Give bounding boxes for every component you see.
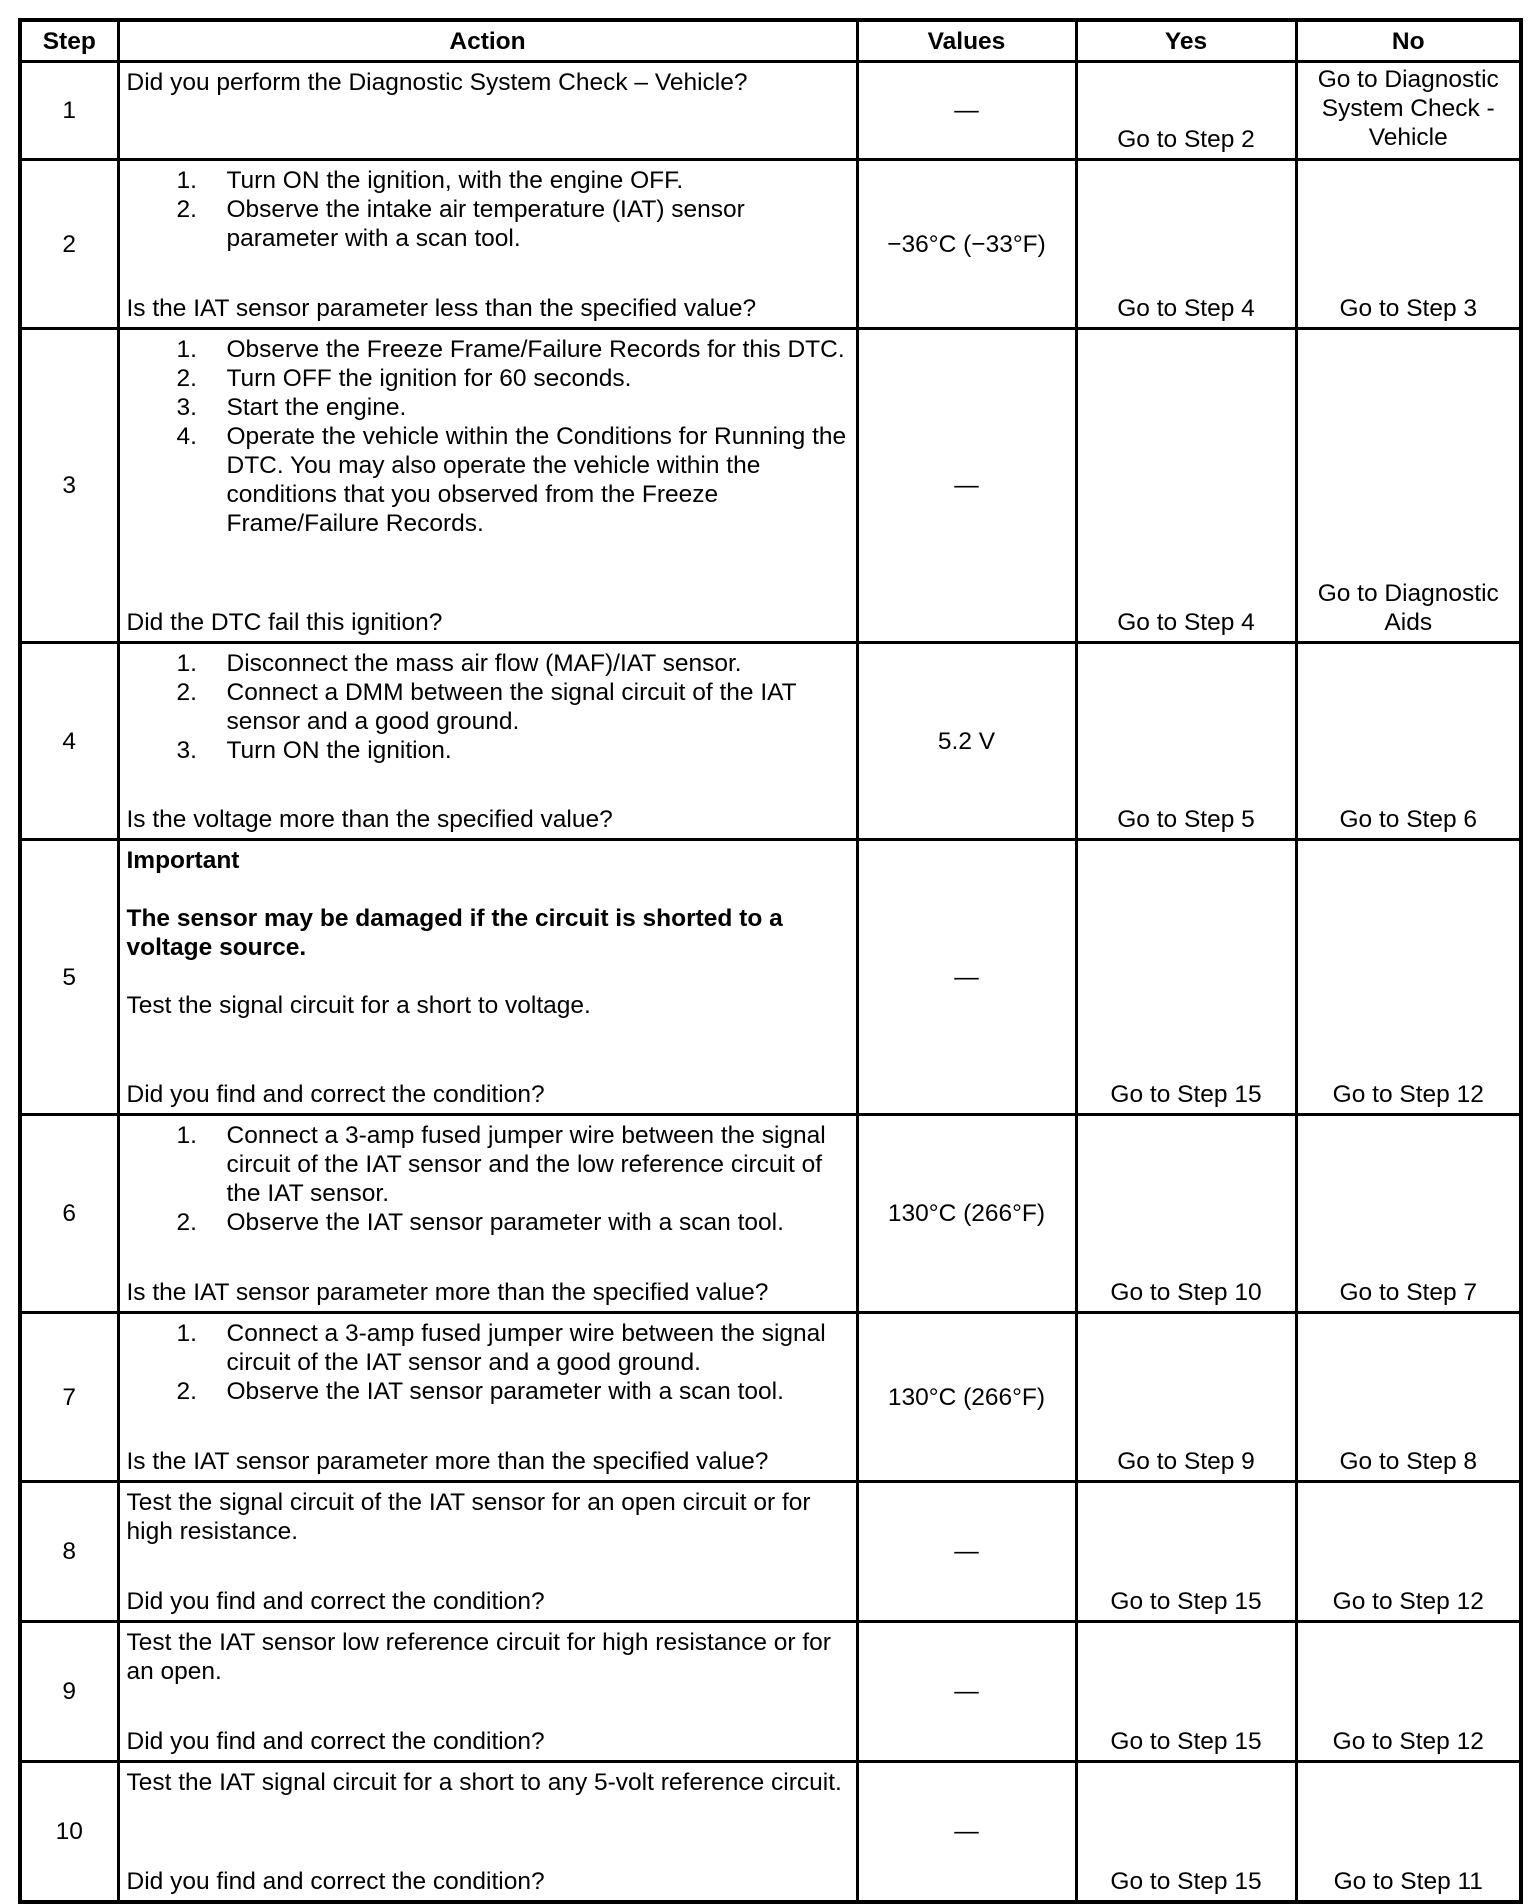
no-cell: Go to Step 7: [1296, 1115, 1521, 1313]
header-yes: Yes: [1076, 20, 1296, 62]
action-question: Did you find and correct the condition?: [126, 1081, 545, 1108]
table-row: [20, 1482, 1521, 1622]
no-cell: Go to Step 6: [1296, 643, 1521, 840]
action-cell: [118, 62, 857, 160]
value-cell: —: [857, 1482, 1076, 1622]
yes-cell: Go to Step 15: [1076, 1482, 1296, 1622]
step-number: 5: [20, 840, 118, 1115]
no-cell: Go to Diagnostic Aids: [1296, 329, 1521, 643]
action-steps: [127, 166, 849, 253]
action-steps: [127, 649, 849, 765]
table-row: [20, 1313, 1521, 1482]
action-text: Test the IAT sensor low reference circuit for high resistance or for an open.: [126, 1629, 831, 1685]
yes-cell: Go to Step 15: [1076, 840, 1296, 1115]
step-number: 10: [20, 1762, 118, 1903]
no-cell: Go to Step 8: [1296, 1313, 1521, 1482]
action-text: Did you perform the Diagnostic System Check – Vehicle?: [126, 69, 748, 96]
action-steps: [127, 1319, 849, 1406]
step-number: 8: [20, 1482, 118, 1622]
yes-cell: Go to Step 5: [1076, 643, 1296, 840]
action-step-item: 2. Observe the intake air temperature (IAT) sensor parameter with a scan tool.: [176, 196, 745, 252]
action-steps: [127, 335, 849, 538]
action-step-item: 2. Observe the IAT sensor parameter with a scan tool.: [176, 1378, 784, 1405]
no-cell: Go to Diagnostic System Check - Vehicle: [1296, 62, 1521, 160]
value-cell: —: [857, 329, 1076, 643]
header-row: [20, 20, 1521, 62]
value-cell: —: [857, 62, 1076, 160]
diagnostic-table: [18, 18, 1523, 1904]
step-number: 2: [20, 160, 118, 329]
step-number: 9: [20, 1622, 118, 1762]
action-step-item: 1. Disconnect the mass air flow (MAF)/IAT sensor.: [176, 650, 742, 677]
action-step-item: 3. Start the engine.: [176, 394, 407, 421]
table-row: [20, 643, 1521, 840]
action-question: Is the IAT sensor parameter more than the specified value?: [126, 1448, 769, 1475]
action-step-item: 1. Connect a 3-amp fused jumper wire between the signal circuit of the IAT sensor and a good ground.: [176, 1320, 826, 1376]
step-number: 7: [20, 1313, 118, 1482]
action-question: Did the DTC fail this ignition?: [126, 609, 443, 636]
action-question: Did you find and correct the condition?: [126, 1588, 545, 1615]
important-title: Important: [126, 847, 240, 874]
table-row: [20, 1115, 1521, 1313]
header-values: Values: [857, 20, 1076, 62]
important-note: The sensor may be damaged if the circuit is shorted to a voltage source.: [126, 905, 783, 961]
no-cell: Go to Step 11: [1296, 1762, 1521, 1903]
header-action: Action: [118, 20, 857, 62]
yes-cell: Go to Step 2: [1076, 62, 1296, 160]
action-cell: [118, 1313, 857, 1482]
action-step-item: 2. Turn OFF the ignition for 60 seconds.: [176, 365, 632, 392]
yes-cell: Go to Step 15: [1076, 1622, 1296, 1762]
yes-cell: Go to Step 15: [1076, 1762, 1296, 1903]
table-row: [20, 160, 1521, 329]
action-cell: [118, 329, 857, 643]
action-step-item: 1. Connect a 3-amp fused jumper wire between the signal circuit of the IAT sensor and the low reference circuit of the IAT sensor.: [176, 1122, 826, 1207]
action-question: Did you find and correct the condition?: [126, 1868, 545, 1895]
yes-cell: Go to Step 4: [1076, 160, 1296, 329]
step-number: 1: [20, 62, 118, 160]
yes-cell: Go to Step 10: [1076, 1115, 1296, 1313]
action-question: Did you find and correct the condition?: [126, 1728, 545, 1755]
table-row: [20, 329, 1521, 643]
table-row: [20, 1762, 1521, 1903]
action-step-item: 4. Operate the vehicle within the Conditions for Running the DTC. You may also operate the vehicle within the conditions that you observed from the Freeze Frame/Failure Records.: [176, 423, 847, 537]
header-step: Step: [20, 20, 118, 62]
action-text: Test the signal circuit of the IAT sensor for an open circuit or for high resistance.: [126, 1489, 811, 1545]
no-cell: Go to Step 3: [1296, 160, 1521, 329]
action-step-item: 1. Turn ON the ignition, with the engine OFF.: [176, 167, 684, 194]
action-step-item: 2. Connect a DMM between the signal circuit of the IAT sensor and a good ground.: [176, 679, 797, 735]
value-cell: 5.2 V: [857, 643, 1076, 840]
step-number: 4: [20, 643, 118, 840]
step-number: 3: [20, 329, 118, 643]
action-text: Test the IAT signal circuit for a short to any 5-volt reference circuit.: [126, 1769, 842, 1796]
table-row: [20, 840, 1521, 1115]
action-question: Is the voltage more than the specified value?: [126, 806, 613, 833]
value-cell: 130°C (266°F): [857, 1313, 1076, 1482]
yes-cell: Go to Step 9: [1076, 1313, 1296, 1482]
action-text: Test the signal circuit for a short to voltage.: [126, 992, 591, 1019]
no-cell: Go to Step 12: [1296, 1482, 1521, 1622]
value-cell: —: [857, 840, 1076, 1115]
action-step-item: 2. Observe the IAT sensor parameter with a scan tool.: [176, 1209, 784, 1236]
value-cell: 130°C (266°F): [857, 1115, 1076, 1313]
no-cell: Go to Step 12: [1296, 840, 1521, 1115]
value-cell: —: [857, 1762, 1076, 1903]
action-cell: [118, 1115, 857, 1313]
action-cell: [118, 1482, 857, 1622]
no-cell: Go to Step 12: [1296, 1622, 1521, 1762]
value-cell: —: [857, 1622, 1076, 1762]
action-cell: [118, 643, 857, 840]
action-cell: [118, 1622, 857, 1762]
yes-cell: Go to Step 4: [1076, 329, 1296, 643]
action-question: Is the IAT sensor parameter more than the specified value?: [126, 1279, 769, 1306]
action-cell: [118, 1762, 857, 1903]
action-step-item: 1. Observe the Freeze Frame/Failure Records for this DTC.: [176, 336, 845, 363]
table-row: [20, 62, 1521, 160]
header-no: No: [1296, 20, 1521, 62]
action-step-item: 3. Turn ON the ignition.: [176, 737, 452, 764]
action-question: Is the IAT sensor parameter less than the specified value?: [126, 295, 757, 322]
action-cell: [118, 840, 857, 1115]
action-steps: [127, 1121, 849, 1237]
value-cell: −36°C (−33°F): [857, 160, 1076, 329]
action-cell: [118, 160, 857, 329]
step-number: 6: [20, 1115, 118, 1313]
table-row: [20, 1622, 1521, 1762]
